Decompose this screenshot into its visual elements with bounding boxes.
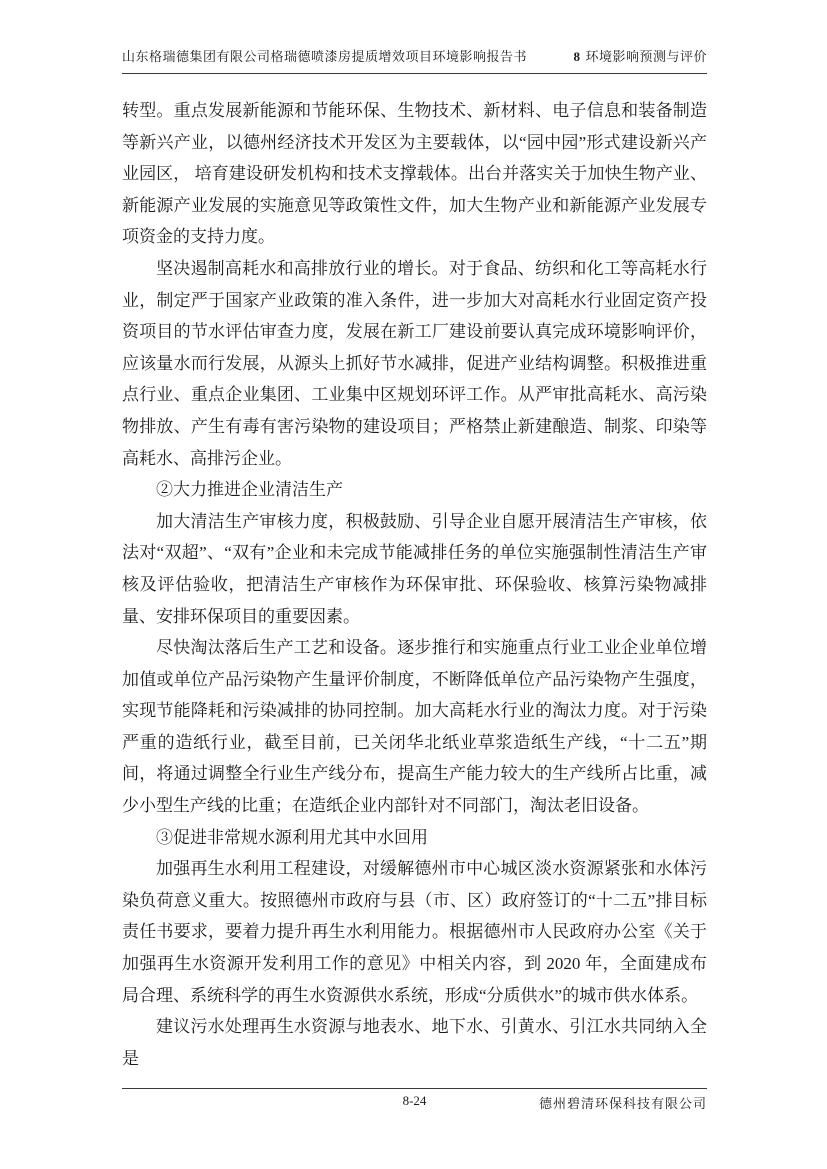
footer-page-number: 8-24 bbox=[402, 1093, 427, 1108]
paragraph-item-heading-2: ②大力推进企业清洁生产 bbox=[156, 480, 343, 500]
page-footer bbox=[122, 1088, 707, 1115]
footer-company-name: 德州碧清环保科技有限公司 bbox=[538, 1096, 707, 1111]
paragraph-continuation: 转型。重点发展新能源和节能环保、生物技术、新材料、电子信息和装备制造等新兴产业，以德州经济技术开发区为主要载体，以“园中园”形式建设新兴产业园区， 培育建设研发机构和技术支撑载体。出台并落实关于加快生物产业、新能源产业发展的实施意见等政策性文件，加大生物产业和新能源产业发展专项资金的支持力度。 bbox=[122, 101, 707, 247]
header-document-title: 山东格瑞德集团有限公司格瑞德喷漆房提质增效项目环境影响报告书 bbox=[122, 49, 528, 64]
paragraph: 坚决遏制高耗水和高排放行业的增长。对于食品、纺织和化工等高耗水行业，制定严于国家产业政策的准入条件，进一步加大对高耗水行业固定资产投资项目的节水评估审查力度，发展在新工厂建设前要认真完成环境影响评价，应该量水而行发展，从源头上抓好节水减排，促进产业结构调整。积极推进重点行业、重点企业集团、工业集中区规划环评工作。从严审批高耗水、高污染物排放、产生有毒有害污染物的建设项目；严格禁止新建酿造、制浆、印染等高耗水、高排污企业。 bbox=[122, 258, 707, 468]
header-section-title: 环境影响预测与评价 bbox=[585, 49, 707, 64]
header-section-number: 8 bbox=[573, 49, 581, 64]
paragraph: 加强再生水利用工程建设，对缓解德州市中心城区淡水资源紧张和水体污染负荷意义重大。按照德州市政府与县（市、区）政府签订的“十二五”排目标责任书要求，要着力提升再生水利用能力。根据德州市人民政府办公室《关于加强再生水资源开发利用工作的意见》中相关内容，到 2020 年，全面建成布局合理、系统科学的再生水资源供水系统，形成“分质供水”的城市供水体系。 bbox=[122, 859, 707, 1005]
paragraph-item-heading-3: ③促进非常规水源利用尤其中水回用 bbox=[156, 827, 428, 847]
header-section-label bbox=[573, 46, 707, 65]
document-body bbox=[122, 95, 707, 1074]
paragraph: 加大清洁生产审核力度，积极鼓励、引导企业自愿开展清洁生产审核，依法对“双超”、“双有”企业和未完成节能减排任务的单位实施强制性清洁生产审核及评估验收，把清洁生产审核作为环保审批、环保验收、核算污染物减排量、安排环保项目的重要因素。 bbox=[122, 511, 707, 626]
paragraph: 建议污水处理再生水资源与地表水、地下水、引黄水、引江水共同纳入全是 bbox=[122, 1017, 707, 1068]
page-header bbox=[122, 46, 707, 74]
paragraph: 尽快淘汰落后生产工艺和设备。逐步推行和实施重点行业工业企业单位增加值或单位产品污染物产生量评价制度，不断降低单位产品污染物产生强度，实现节能降耗和污染减排的协同控制。加大高耗水行业的淘汰力度。对于污染严重的造纸行业，截至目前，已关闭华北纸业草浆造纸生产线，“十二五”期间，将通过调整全行业生产线分布，提高生产能力较大的生产线所占比重，减少小型生产线的比重；在造纸企业内部针对不同部门，淘汰老旧设备。 bbox=[122, 638, 707, 816]
